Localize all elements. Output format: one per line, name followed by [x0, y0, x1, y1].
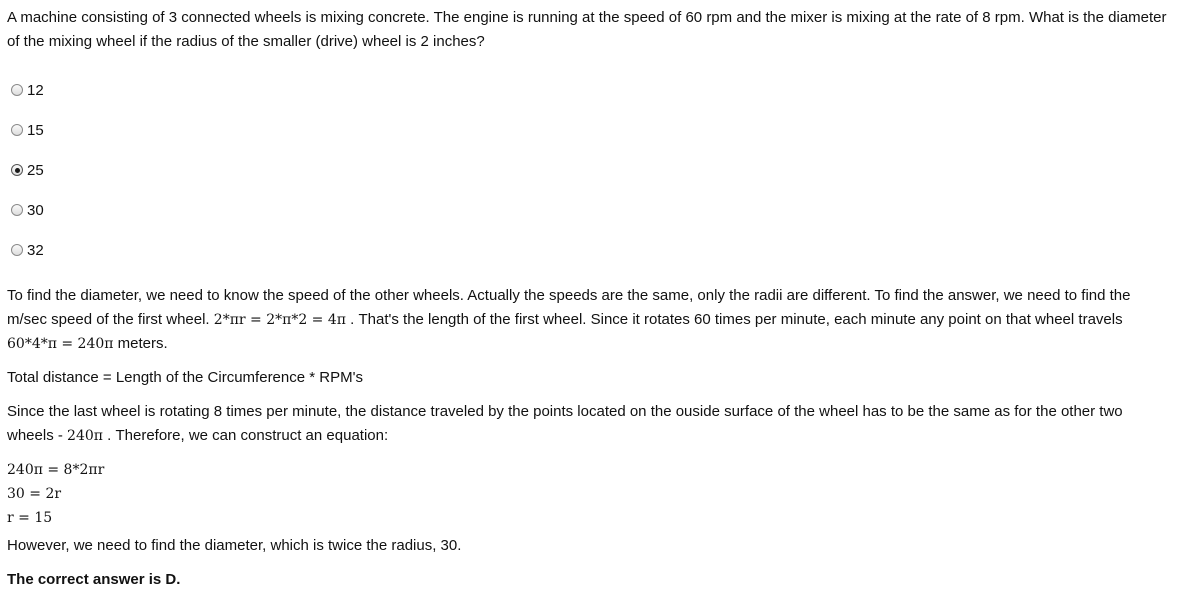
option-label: 30 [27, 201, 44, 219]
equation-block [7, 458, 1172, 530]
equation-line: 30 = 2r [7, 486, 62, 502]
explanation [7, 284, 1172, 592]
option-30[interactable] [11, 190, 44, 230]
equation-line: 240π = 8*2πr [7, 462, 105, 478]
correct-answer: The correct answer is D. [7, 571, 181, 588]
option-25[interactable] [11, 150, 44, 190]
explanation-paragraph [7, 284, 1172, 356]
equation-line: r = 15 [7, 510, 53, 526]
option-12[interactable] [11, 70, 44, 110]
explanation-text: . Therefore, we can construct an equation: [107, 427, 389, 444]
radio-button-selected[interactable] [11, 164, 23, 176]
explanation-text: meters. [117, 335, 168, 352]
radio-button[interactable] [11, 244, 23, 256]
radio-button[interactable] [11, 84, 23, 96]
option-15[interactable] [11, 110, 44, 150]
explanation-text: Since the last wheel is rotating 8 times per minute, the distance traveled by the points located on the ouside surface of the wheel has to be the same as for the other two wheels - [7, 403, 1123, 444]
explanation-text: . That's the length of the first wheel. Since it rotates 60 times per minute, each minute any point on that wheel travels [350, 311, 1123, 328]
radio-button[interactable] [11, 204, 23, 216]
math-expression: 60*4*π = 240π [7, 336, 114, 352]
radio-button[interactable] [11, 124, 23, 136]
explanation-paragraph: However, we need to find the diameter, which is twice the radius, 30. [7, 537, 462, 554]
option-label: 12 [27, 81, 44, 99]
option-label: 25 [27, 161, 44, 179]
explanation-paragraph [7, 400, 1172, 448]
option-label: 32 [27, 241, 44, 259]
explanation-text: To find the diameter, we need to know the speed of the other wheels. Actually the speeds are the same, only the radii are different. To find the answer, we need to find the m/sec speed of the first wheel. [7, 287, 1131, 328]
math-expression: 240π [67, 428, 103, 444]
math-expression: 2*πr = 2*π*2 = 4π [213, 312, 346, 328]
explanation-paragraph: Total distance = Length of the Circumference * RPM's [7, 369, 363, 386]
option-32[interactable] [11, 230, 44, 270]
question-text: A machine consisting of 3 connected wheels is mixing concrete. The engine is running at the speed of 60 rpm and the mixer is mixing at the rate of 8 rpm. What is the diameter of the mixing wheel if the radius of the smaller (drive) wheel is 2 inches? [7, 9, 1167, 50]
option-label: 15 [27, 121, 44, 139]
answer-options [11, 70, 44, 270]
